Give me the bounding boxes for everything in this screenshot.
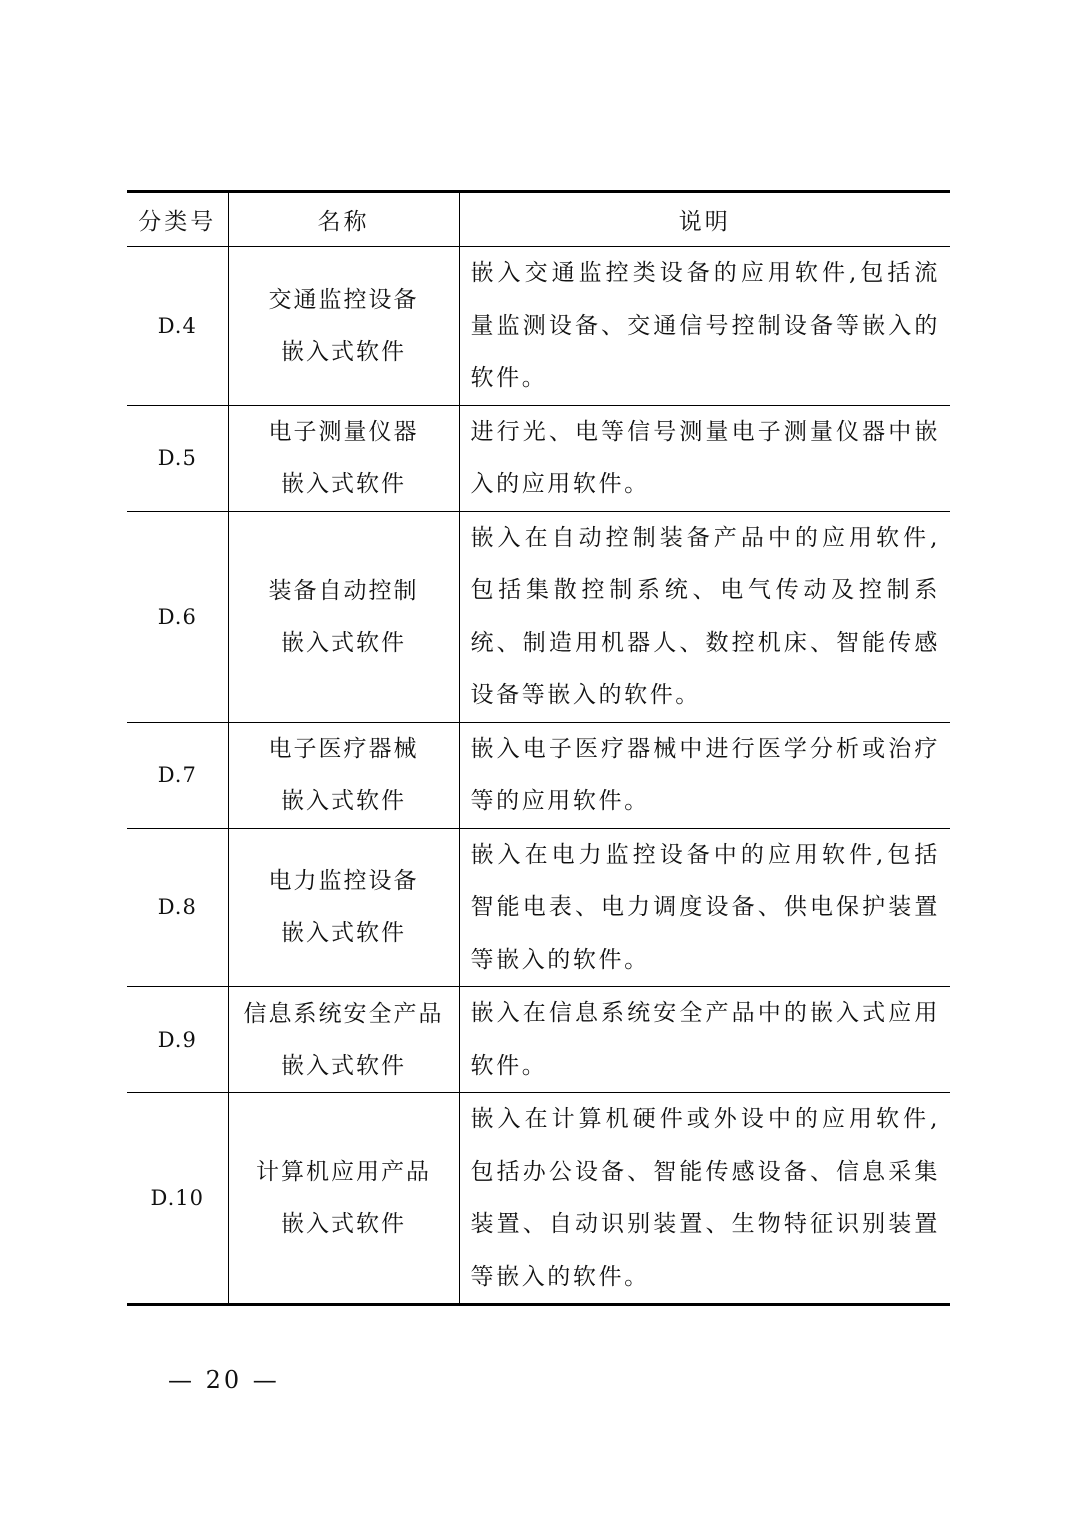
row-name [228, 722, 459, 828]
row-name [228, 987, 459, 1093]
row-name [228, 247, 459, 406]
name-line: 嵌入式软件 [281, 629, 406, 656]
row-desc: 嵌入电子医疗器械中进行医学分析或治疗等的应用软件。 [459, 722, 950, 828]
name-line: 嵌入式软件 [281, 788, 406, 814]
table-row [127, 722, 950, 828]
row-name [228, 405, 459, 511]
row-desc: 嵌入在电力监控设备中的应用软件,包括智能电表、电力调度设备、供电保护装置等嵌入的软件。 [459, 828, 950, 987]
table-row [127, 405, 950, 511]
row-desc: 嵌入在信息系统安全产品中的嵌入式应用软件。 [459, 987, 950, 1093]
row-name [228, 828, 459, 987]
row-code: D.8 [127, 828, 228, 987]
classification-table [127, 190, 950, 1306]
header-name: 名称 [228, 192, 459, 247]
page-number: — 20 — [168, 1366, 280, 1394]
row-name [228, 1093, 459, 1305]
header-desc: 说明 [459, 192, 950, 247]
row-code: D.9 [127, 987, 228, 1093]
table-row [127, 247, 950, 406]
row-code: D.10 [127, 1093, 228, 1305]
table-header-row [127, 192, 950, 247]
row-code: D.4 [127, 247, 228, 406]
row-code: D.5 [127, 405, 228, 511]
table-row [127, 987, 950, 1093]
row-code: D.6 [127, 511, 228, 722]
table-row [127, 828, 950, 987]
row-desc: 嵌入在自动控制装备产品中的应用软件,包括集散控制系统、电气传动及控制系统、制造用机器人、数控机床、智能传感设备等嵌入的软件。 [459, 511, 950, 722]
row-name [228, 511, 459, 722]
name-line: 装备自动控制 [268, 577, 419, 604]
name-line: 电力监控设备 [268, 868, 419, 895]
name-line: 交通监控设备 [268, 286, 419, 313]
name-line: 嵌入式软件 [281, 1211, 406, 1237]
name-line: 电子测量仪器 [268, 419, 419, 445]
header-code: 分类号 [127, 192, 228, 247]
name-line: 嵌入式软件 [281, 920, 406, 947]
row-desc: 嵌入交通监控类设备的应用软件,包括流量监测设备、交通信号控制设备等嵌入的软件。 [459, 247, 950, 406]
row-desc: 嵌入在计算机硬件或外设中的应用软件,包括办公设备、智能传感设备、信息采集装置、自动识别装置、生物特征识别装置等嵌入的软件。 [459, 1093, 950, 1305]
name-line: 信息系统安全产品 [243, 1000, 444, 1027]
name-line: 嵌入式软件 [281, 471, 406, 497]
name-line: 电子医疗器械 [268, 736, 419, 762]
row-code: D.7 [127, 722, 228, 828]
table-row [127, 1093, 950, 1305]
name-line: 嵌入式软件 [281, 338, 406, 365]
table-row [127, 511, 950, 722]
name-line: 计算机应用产品 [256, 1159, 431, 1185]
row-desc: 进行光、电等信号测量电子测量仪器中嵌入的应用软件。 [459, 405, 950, 511]
name-line: 嵌入式软件 [281, 1052, 406, 1079]
